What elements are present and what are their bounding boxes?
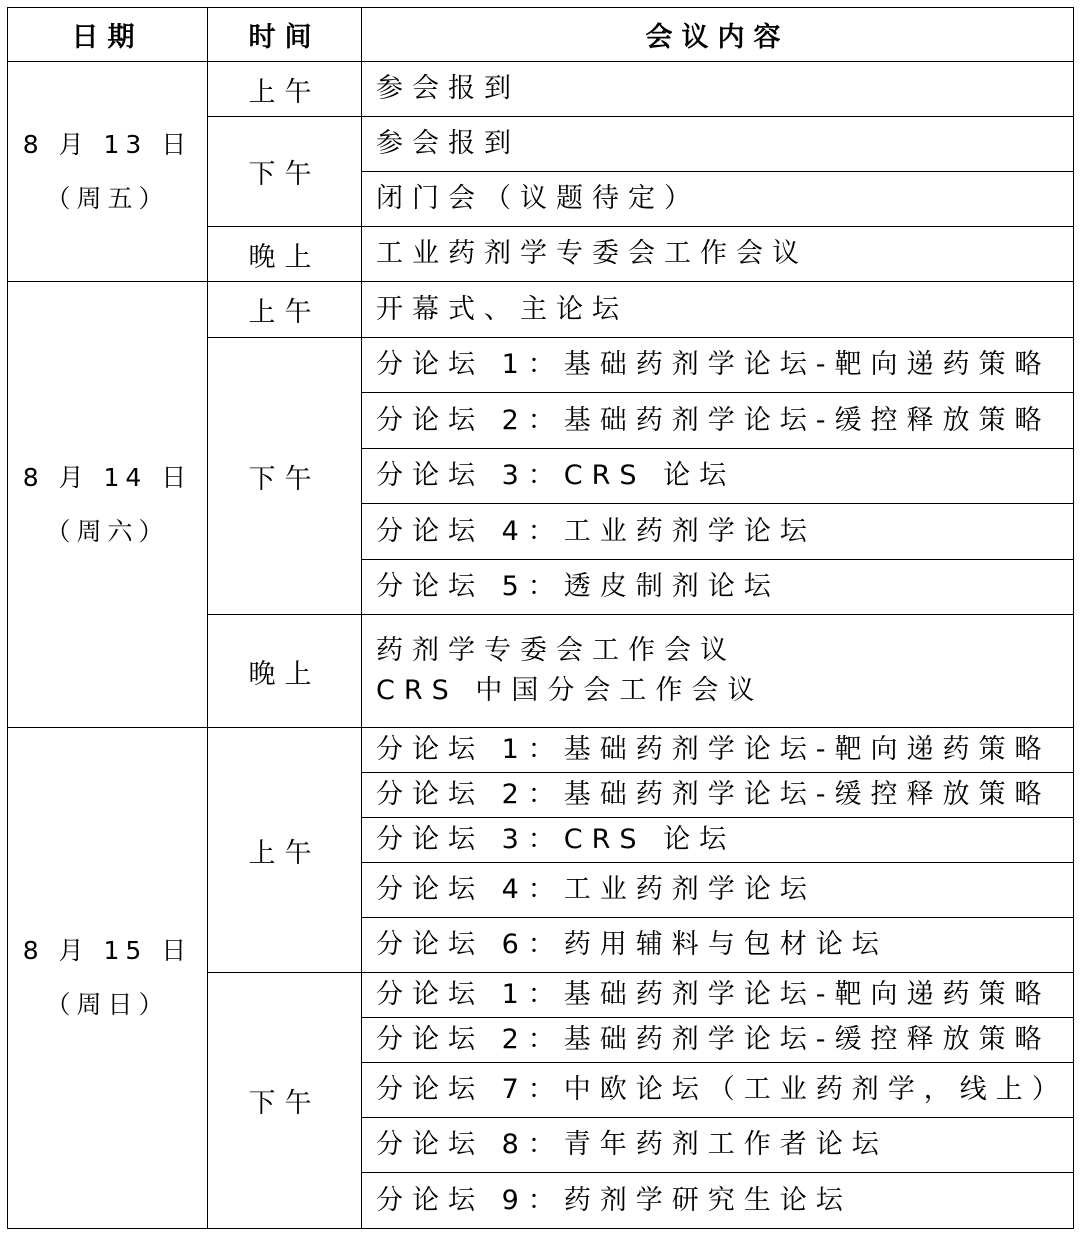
schedule-body (8, 62, 1074, 1229)
session-cell (362, 227, 1074, 282)
session-label: 参会报到 (376, 128, 520, 159)
date-label: 8 月 13 日 (22, 129, 193, 159)
session-cell (362, 393, 1074, 449)
header-content: 会议内容 (362, 8, 1074, 62)
session-label: 分论坛 1：基础药剂学论坛-靶向递药策略 (376, 979, 1051, 1010)
session-label: 分论坛 2：基础药剂学论坛-缓控释放策略 (376, 404, 1051, 436)
date-label: 8 月 14 日 (22, 462, 193, 492)
session-label: 开幕式、主论坛 (376, 293, 628, 325)
session-label: 分论坛 9：药剂学研究生论坛 (376, 1184, 852, 1216)
time-cell: 下午 (208, 117, 362, 227)
session-cell (362, 1173, 1074, 1229)
session-label: 分论坛 5：透皮制剂论坛 (376, 571, 780, 602)
time-cell: 晚上 (208, 615, 362, 728)
session-cell (362, 1018, 1074, 1063)
header-date: 日期 (8, 8, 208, 62)
session-label: 分论坛 1：基础药剂学论坛-靶向递药策略 (376, 734, 1051, 765)
time-cell: 下午 (208, 973, 362, 1229)
weekday-label: （周六） (45, 516, 170, 546)
session-cell (362, 728, 1074, 773)
session-cell (362, 773, 1074, 818)
header-row (8, 8, 1074, 62)
session-label: 分论坛 6：药用辅料与包材论坛 (376, 929, 888, 960)
session-cell (362, 973, 1074, 1018)
session-label: 药剂学专委会工作会议 (376, 635, 736, 666)
session-label: 分论坛 2：基础药剂学论坛-缓控释放策略 (376, 779, 1051, 810)
time-cell: 晚上 (208, 227, 362, 282)
session-cell (362, 117, 1074, 172)
session-cell (362, 863, 1074, 918)
session-label: CRS 中国分会工作会议 (376, 675, 764, 706)
session-label: 分论坛 4：工业药剂学论坛 (376, 515, 816, 547)
session-label: 分论坛 3：CRS 论坛 (376, 824, 736, 855)
date-cell (8, 62, 208, 282)
session-cell (362, 918, 1074, 973)
date-cell (8, 728, 208, 1229)
time-cell: 上午 (208, 282, 362, 338)
session-label: 工业药剂学专委会工作会议 (376, 238, 808, 269)
session-cell (362, 449, 1074, 504)
time-cell: 下午 (208, 338, 362, 615)
schedule-table (7, 7, 1074, 1229)
session-label: 分论坛 4：工业药剂学论坛 (376, 874, 816, 905)
session-cell (362, 172, 1074, 227)
time-cell: 上午 (208, 728, 362, 973)
session-cell (362, 615, 1074, 728)
session-label: 分论坛 8：青年药剂工作者论坛 (376, 1129, 888, 1160)
session-cell (362, 62, 1074, 117)
session-label: 分论坛 7：中欧论坛（工业药剂学，线上） (376, 1074, 1068, 1105)
schedule-row (8, 282, 1074, 338)
header-time: 时间 (208, 8, 362, 62)
time-cell: 上午 (208, 62, 362, 117)
session-cell (362, 560, 1074, 615)
weekday-label: （周日） (45, 990, 170, 1019)
session-label: 闭门会（议题待定） (376, 183, 700, 214)
session-cell (362, 504, 1074, 560)
session-cell (362, 818, 1074, 863)
session-cell (362, 1118, 1074, 1173)
date-cell (8, 282, 208, 728)
session-cell (362, 338, 1074, 393)
date-label: 8 月 15 日 (22, 936, 193, 965)
session-cell (362, 282, 1074, 338)
session-label: 分论坛 2：基础药剂学论坛-缓控释放策略 (376, 1024, 1051, 1055)
session-label: 参会报到 (376, 73, 520, 104)
schedule-row (8, 62, 1074, 117)
session-cell (362, 1063, 1074, 1118)
session-label: 分论坛 3：CRS 论坛 (376, 460, 736, 491)
session-label: 分论坛 1：基础药剂学论坛-靶向递药策略 (376, 349, 1051, 380)
schedule-row (8, 728, 1074, 773)
weekday-label: （周五） (45, 183, 170, 213)
